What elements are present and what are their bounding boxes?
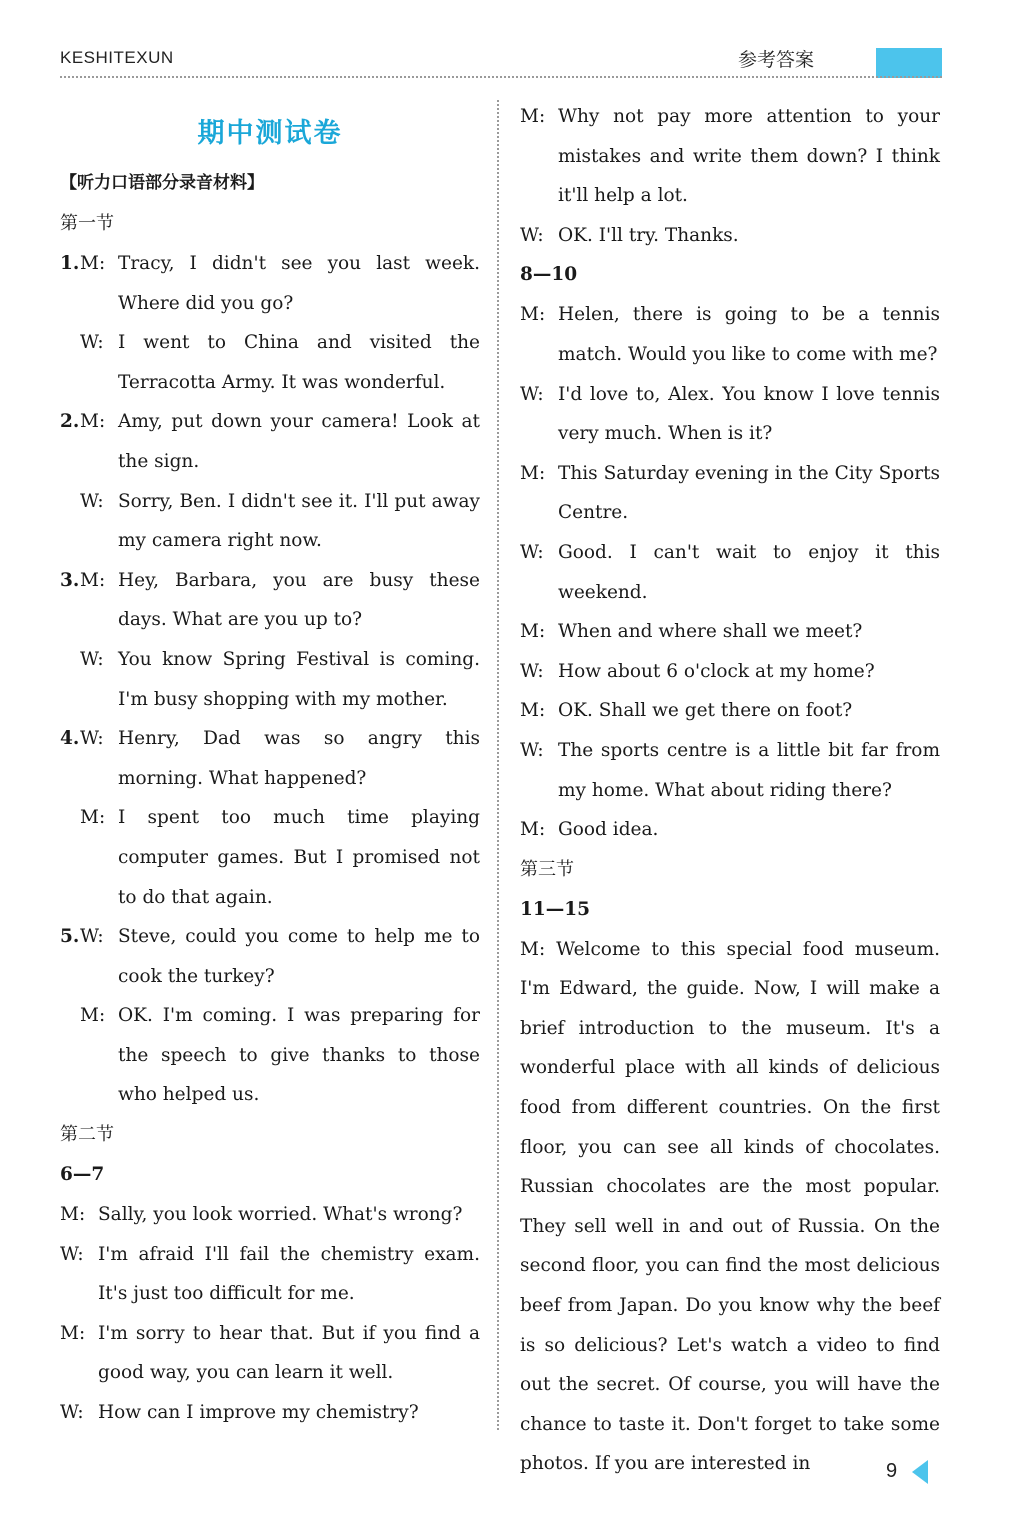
speaker: M: — [520, 700, 546, 722]
number-indent — [60, 323, 80, 402]
utterance-text: Good idea. — [558, 819, 659, 841]
speaker: M: — [60, 1322, 86, 1344]
dialog-line — [60, 323, 480, 402]
dialog-line — [520, 533, 940, 612]
speaker: W: — [80, 648, 104, 670]
utterance — [558, 691, 940, 731]
dialog-line — [520, 810, 940, 850]
utterance-text: I'd love to, Alex. You know I love tennis very much. When is it? — [558, 383, 940, 445]
part3-label: 第三节 — [520, 858, 574, 880]
paragraph-text: M: Welcome to this special food museum. I'm Edward, the guide. Now, I will make a brief introduction to the museum. It's a wonderful place with all kinds of delicious food from different countries. On the first floor, you can see all kinds of chocolates. Russian chocolates are the most popular. They sell well in and out of Russia. On the second floor, you can find the most delicious beef from Japan. Do you know why the beef is so delicious? Let's watch a video to find out the secret. Of course, you will have the chance to taste it. Don't forget to take some photos. If you are interested in — [520, 938, 940, 1475]
dialog-line — [520, 612, 940, 652]
utterance — [118, 561, 480, 640]
utterance — [558, 652, 940, 692]
item-number: 5. — [60, 926, 80, 948]
utterance — [118, 640, 480, 719]
dialog-line — [520, 652, 940, 692]
utterance-text: Steve, could you come to help me to cook the turkey? — [118, 926, 480, 987]
section-heading: 【听力口语部分录音材料】 — [60, 173, 264, 193]
dialog-line — [60, 1393, 480, 1433]
item-number: 3. — [60, 569, 80, 591]
utterance-text: When and where shall we meet? — [558, 621, 863, 643]
dialog-line — [60, 1314, 480, 1393]
utterance-text: I spent too much time playing computer games. But I promised not to do that again. — [118, 807, 480, 908]
speaker: W: — [60, 1243, 84, 1265]
speaker: M: — [520, 819, 546, 841]
utterance-text: I'm sorry to hear that. But if you find a good way, you can learn it well. — [98, 1322, 480, 1384]
speaker: M: — [520, 462, 546, 484]
number-indent — [60, 640, 80, 719]
utterance-text: Amy, put down your camera! Look at the sign. — [118, 411, 480, 472]
utterance — [98, 1393, 480, 1433]
page-title: 期中测试卷 — [197, 118, 343, 149]
header-label: 参考答案 — [738, 49, 815, 71]
utterance — [118, 482, 480, 561]
speaker: M: — [80, 253, 106, 274]
dialog-line — [60, 996, 480, 1115]
utterance-text: How can I improve my chemistry? — [98, 1402, 419, 1424]
speaker: M: — [80, 1005, 106, 1027]
utterance-text: Henry, Dad was so angry this morning. What happened? — [118, 728, 480, 789]
utterance — [98, 1195, 480, 1235]
utterance-text: OK. I'm coming. I was preparing for the speech to give thanks to those who helped us. — [118, 1005, 480, 1106]
left-column — [60, 104, 480, 1433]
utterance — [118, 244, 480, 323]
number-indent — [60, 798, 80, 917]
utterance — [118, 402, 480, 481]
dialog2 — [520, 295, 940, 849]
dialog-line — [520, 731, 940, 810]
speaker: W: — [520, 224, 544, 246]
item-number: 2. — [60, 411, 80, 433]
utterance — [558, 731, 940, 810]
utterance — [118, 323, 480, 402]
dialog-line — [60, 244, 480, 323]
utterance — [118, 719, 480, 798]
speaker: M: — [520, 621, 546, 643]
utterance — [98, 1314, 480, 1393]
utterance-text: This Saturday evening in the City Sports Centre. — [558, 462, 940, 524]
utterance-text: I'm afraid I'll fail the chemistry exam. It's just too difficult for me. — [98, 1243, 480, 1305]
dialog1-right — [520, 97, 940, 255]
speaker: W: — [520, 660, 544, 682]
utterance — [558, 810, 940, 850]
column-divider — [497, 100, 499, 1430]
dialog-line — [60, 482, 480, 561]
speaker: M: — [80, 411, 106, 433]
dialog-line — [520, 375, 940, 454]
speaker: M: — [60, 1204, 86, 1226]
dialog-line — [60, 561, 480, 640]
utterance — [118, 798, 480, 917]
utterance-text: Tracy, I didn't see you last week. Where did you go? — [118, 253, 480, 314]
number-indent — [60, 996, 80, 1115]
part1-label: 第一节 — [60, 213, 114, 234]
part2-label: 第二节 — [60, 1124, 114, 1146]
utterance-text: I went to China and visited the Terracotta Army. It was wonderful. — [118, 332, 480, 393]
part2-range1: 6—7 — [60, 1164, 105, 1186]
dialog-line — [520, 691, 940, 731]
utterance-text: Sally, you look worried. What's wrong? — [98, 1204, 463, 1226]
utterance — [118, 996, 480, 1115]
dialog-line — [520, 454, 940, 533]
header-rule — [60, 76, 942, 78]
part3-range: 11—15 — [520, 898, 590, 920]
page-arrow-icon — [912, 1460, 928, 1484]
brand-name: KESHITEXUN — [60, 48, 174, 67]
speaker: W: — [80, 490, 104, 512]
speaker: W: — [520, 541, 544, 563]
utterance — [558, 612, 940, 652]
part1-items — [60, 244, 480, 1115]
speaker: W: — [80, 332, 104, 354]
utterance-text: You know Spring Festival is coming. I'm busy shopping with my mother. — [118, 648, 480, 710]
utterance — [558, 533, 940, 612]
utterance-text: The sports centre is a little bit far from my home. What about riding there? — [558, 739, 940, 801]
header-color-box — [876, 48, 942, 78]
speaker: W: — [520, 383, 544, 405]
utterance — [558, 454, 940, 533]
utterance — [118, 917, 480, 996]
number-indent — [60, 482, 80, 561]
speaker: M: — [80, 569, 106, 591]
part2-range2: 8—10 — [520, 264, 578, 286]
dialog-line — [60, 917, 480, 996]
right-column — [520, 97, 940, 1484]
speaker: W: — [80, 728, 104, 750]
speaker: W: — [520, 739, 544, 761]
dialog-line — [520, 295, 940, 374]
utterance — [558, 216, 940, 256]
utterance-text: Hey, Barbara, you are busy these days. What are you up to? — [118, 569, 480, 631]
dialog-line — [60, 1235, 480, 1314]
dialog-line — [60, 798, 480, 917]
dialog-line — [60, 640, 480, 719]
utterance-text: OK. I'll try. Thanks. — [558, 224, 739, 246]
dialog-line — [60, 719, 480, 798]
part3-paragraph — [520, 930, 940, 1484]
utterance — [558, 295, 940, 374]
utterance-text: Sorry, Ben. I didn't see it. I'll put away my camera right now. — [118, 490, 480, 552]
utterance-text: Helen, there is going to be a tennis match. Would you like to come with me? — [558, 304, 940, 365]
dialog-line — [520, 216, 940, 256]
speaker: W: — [60, 1402, 84, 1424]
item-number: 1. — [60, 253, 80, 274]
page-number: 9 — [886, 1460, 898, 1482]
utterance-text: OK. Shall we get there on foot? — [558, 700, 853, 722]
utterance-text: Good. I can't wait to enjoy it this weekend. — [558, 541, 940, 603]
dialog-line — [60, 402, 480, 481]
utterance — [558, 375, 940, 454]
utterance-text: How about 6 o'clock at my home? — [558, 660, 875, 682]
utterance — [98, 1235, 480, 1314]
utterance — [558, 97, 940, 216]
dialog-line — [520, 97, 940, 216]
item-number: 4. — [60, 728, 80, 750]
speaker: W: — [80, 926, 104, 948]
speaker: M: — [520, 304, 546, 326]
dialog-line — [60, 1195, 480, 1235]
speaker: M: — [80, 807, 106, 829]
speaker: M: — [520, 106, 546, 127]
utterance-text: Why not pay more attention to your mistakes and write them down? I think it'll help a lot. — [558, 106, 940, 207]
dialog1-left — [60, 1195, 480, 1433]
